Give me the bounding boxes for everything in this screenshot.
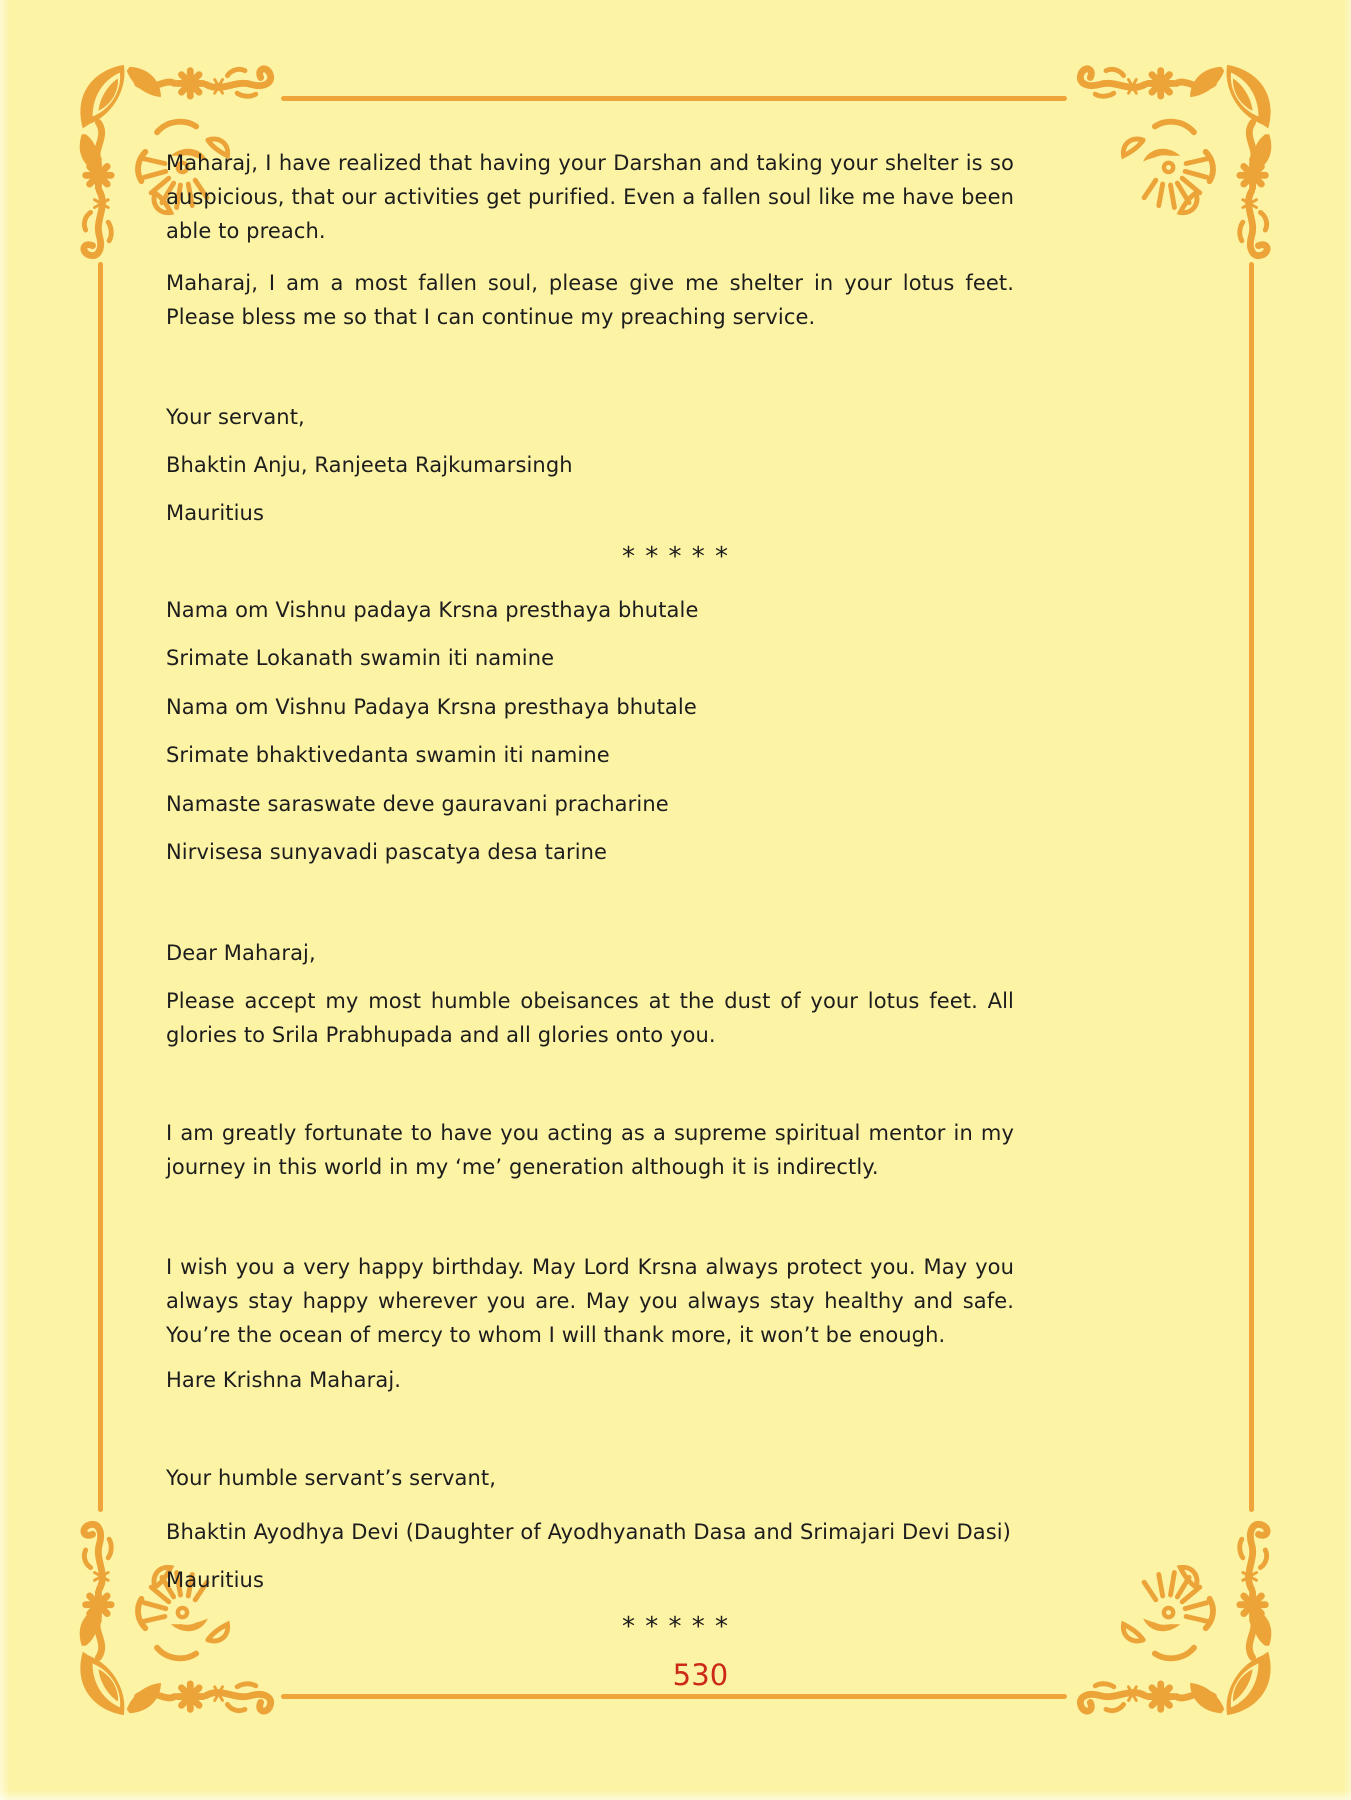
letter2-location: Mauritius xyxy=(166,1568,264,1592)
letter1-location: Mauritius xyxy=(166,501,264,525)
mantra-line: Nama om Vishnu padaya Krsna presthaya bhutale xyxy=(166,598,699,622)
letter1-paragraph: Maharaj, I am a most fallen soul, please give me shelter in your lotus feet. Please bless me so that I can continue my preaching service. xyxy=(166,271,1014,329)
frame-bottom-line xyxy=(281,1694,1067,1699)
frame-left-line xyxy=(98,262,103,1512)
frame-right-line xyxy=(1249,262,1254,1512)
letter2-signoff: Your humble servant’s servant, xyxy=(166,1466,496,1490)
asterisk-separator: * * * * * xyxy=(621,1612,730,1642)
letter2-paragraph: Please accept my most humble obeisances at the dust of your lotus feet. All glories to Srila Prabhupada and all glories onto you. xyxy=(166,989,1014,1047)
mantra-line: Srimate bhaktivedanta swamin iti namine xyxy=(166,743,610,767)
letter1-signoff: Your servant, xyxy=(166,405,305,429)
letter2-paragraph: I am greatly fortunate to have you acting as a supreme spiritual mentor in my journey in this world in my ‘me’ generation although it is indirectly. xyxy=(166,1121,1014,1179)
mantra-line: Nama om Vishnu Padaya Krsna presthaya bhutale xyxy=(166,695,697,719)
corner-ornament-icon xyxy=(1063,58,1278,273)
letter2-salutation: Dear Maharaj, xyxy=(166,941,316,965)
letter2-signature: Bhaktin Ayodhya Devi (Daughter of Ayodhyanath Dasa and Srimajari Devi Dasi) xyxy=(166,1520,1011,1544)
letter2-paragraph: I wish you a very happy birthday. May Lord Krsna always protect you. May you always stay happy wherever you are. May you always stay healthy and safe. You’re the ocean of mercy to whom I will thank more, it won’t be enough. xyxy=(166,1255,1014,1347)
frame-top-line xyxy=(281,96,1067,101)
page-edge-highlight xyxy=(0,1790,1351,1800)
page-edge-highlight xyxy=(1343,0,1351,1800)
asterisk-separator: * * * * * xyxy=(621,542,730,572)
mantra-line: Namaste saraswate deve gauravani pracharine xyxy=(166,792,669,816)
letter2-paragraph: Hare Krishna Maharaj. xyxy=(166,1368,402,1392)
letter1-signature: Bhaktin Anju, Ranjeeta Rajkumarsingh xyxy=(166,453,573,477)
mantra-line: Nirvisesa sunyavadi pascatya desa tarine xyxy=(166,840,608,864)
page-number: 530 xyxy=(672,1658,729,1692)
letter1-paragraph: Maharaj, I have realized that having your Darshan and taking your shelter is so auspicious, that our activities get purified. Even a fallen soul like me have been able to preach. xyxy=(166,151,1014,243)
mantra-line: Srimate Lokanath swamin iti namine xyxy=(166,646,555,670)
page-edge-highlight xyxy=(0,0,10,1800)
